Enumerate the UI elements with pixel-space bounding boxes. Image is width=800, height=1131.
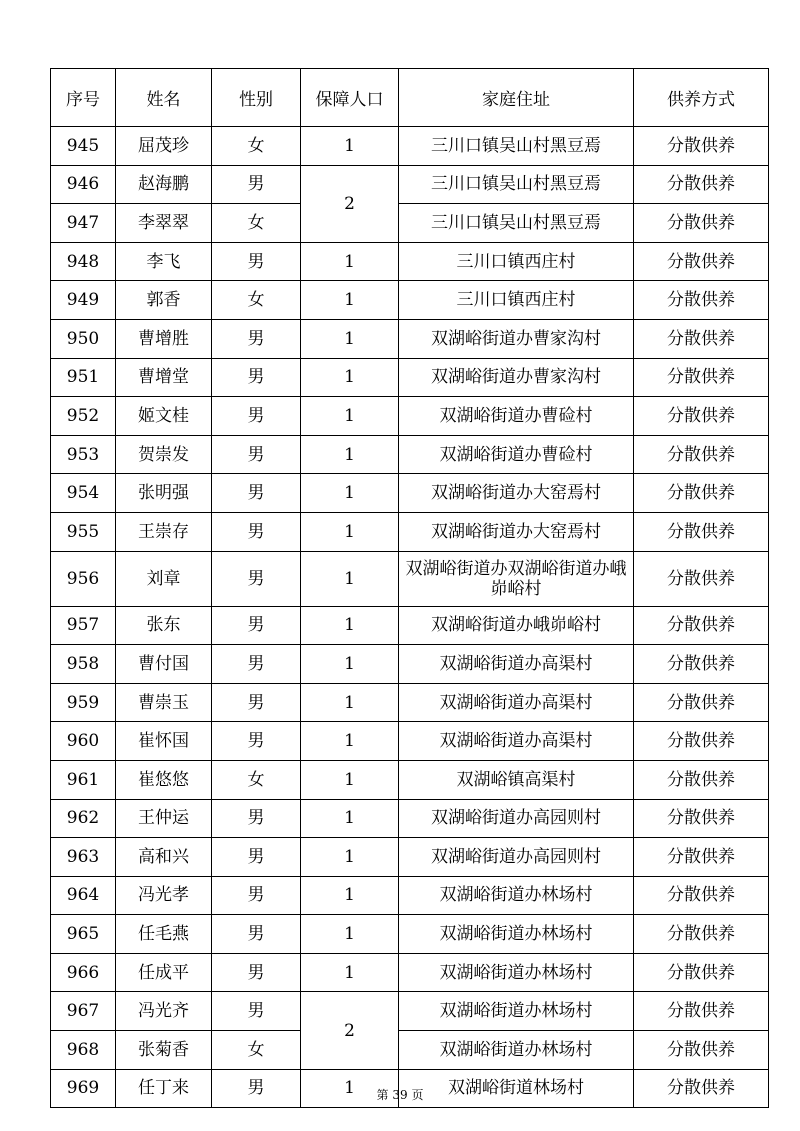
person-name: 崔怀国: [116, 722, 212, 761]
home-address: 三川口镇吴山村黑豆焉: [399, 204, 634, 243]
home-address: 双湖峪街道办林场村: [399, 1031, 634, 1070]
support-mode: 分散供养: [634, 358, 769, 397]
row-number: 947: [51, 204, 116, 243]
support-mode: 分散供养: [634, 838, 769, 877]
row-number: 962: [51, 799, 116, 838]
home-address: 双湖峪街道办林场村: [399, 992, 634, 1031]
covered-population: 1: [301, 1069, 399, 1108]
table-row: [51, 953, 769, 992]
covered-population: 1: [301, 838, 399, 877]
covered-population: 1: [301, 127, 399, 166]
row-number: 961: [51, 760, 116, 799]
person-name: 屈茂珍: [116, 127, 212, 166]
table-row: [51, 358, 769, 397]
support-mode: 分散供养: [634, 683, 769, 722]
header-row: [51, 69, 769, 127]
table-row: [51, 1031, 769, 1070]
person-name: 李飞: [116, 242, 212, 281]
support-mode: 分散供养: [634, 1069, 769, 1108]
person-name: 冯光齐: [116, 992, 212, 1031]
person-name: 姬文桂: [116, 397, 212, 436]
person-name: 刘章: [116, 551, 212, 606]
table-row: [51, 474, 769, 513]
support-mode: 分散供养: [634, 397, 769, 436]
person-name: 曹崇玉: [116, 683, 212, 722]
person-name: 曹增堂: [116, 358, 212, 397]
gender: 女: [212, 204, 301, 243]
table-row: [51, 319, 769, 358]
covered-population: 1: [301, 319, 399, 358]
table-row: [51, 799, 769, 838]
person-name: 贺崇发: [116, 435, 212, 474]
gender: 女: [212, 1031, 301, 1070]
gender: 男: [212, 953, 301, 992]
table-body: [51, 127, 769, 1108]
table-row: [51, 683, 769, 722]
support-mode: 分散供养: [634, 645, 769, 684]
support-mode: 分散供养: [634, 319, 769, 358]
covered-population: 1: [301, 915, 399, 954]
table-row: [51, 281, 769, 320]
header-name: 姓名: [116, 69, 212, 127]
row-number: 946: [51, 165, 116, 204]
home-address: 双湖峪街道办林场村: [399, 876, 634, 915]
person-name: 冯光孝: [116, 876, 212, 915]
gender: 男: [212, 876, 301, 915]
person-name: 曹增胜: [116, 319, 212, 358]
covered-population: 1: [301, 606, 399, 645]
table-row: [51, 760, 769, 799]
home-address: 双湖峪街道办峨峁峪村: [399, 606, 634, 645]
table-row: [51, 551, 769, 606]
gender: 男: [212, 838, 301, 877]
covered-population: 1: [301, 512, 399, 551]
row-number: 945: [51, 127, 116, 166]
person-name: 曹付国: [116, 645, 212, 684]
home-address: 双湖峪街道办曹硷村: [399, 397, 634, 436]
covered-population: 1: [301, 435, 399, 474]
support-mode: 分散供养: [634, 953, 769, 992]
home-address: 双湖峪镇高渠村: [399, 760, 634, 799]
gender: 男: [212, 165, 301, 204]
gender: 男: [212, 799, 301, 838]
table-row: [51, 876, 769, 915]
covered-population: 1: [301, 722, 399, 761]
gender: 女: [212, 281, 301, 320]
covered-population: 1: [301, 551, 399, 606]
home-address: 三川口镇吴山村黑豆焉: [399, 165, 634, 204]
person-name: 任成平: [116, 953, 212, 992]
covered-population: 2: [301, 992, 399, 1069]
row-number: 960: [51, 722, 116, 761]
home-address: 双湖峪街道办大窑焉村: [399, 512, 634, 551]
support-mode: 分散供养: [634, 876, 769, 915]
person-name: 任丁来: [116, 1069, 212, 1108]
row-number: 948: [51, 242, 116, 281]
gender: 男: [212, 474, 301, 513]
gender: 男: [212, 606, 301, 645]
row-number: 956: [51, 551, 116, 606]
support-mode: 分散供养: [634, 551, 769, 606]
table-row: [51, 606, 769, 645]
person-name: 王仲运: [116, 799, 212, 838]
covered-population: 1: [301, 683, 399, 722]
person-name: 高和兴: [116, 838, 212, 877]
support-mode: 分散供养: [634, 165, 769, 204]
row-number: 958: [51, 645, 116, 684]
gender: 男: [212, 683, 301, 722]
support-mode: 分散供养: [634, 204, 769, 243]
assistance-table: [50, 68, 769, 1108]
covered-population: 2: [301, 165, 399, 242]
home-address: 双湖峪街道办高渠村: [399, 683, 634, 722]
header-address: 家庭住址: [399, 69, 634, 127]
gender: 男: [212, 915, 301, 954]
support-mode: 分散供养: [634, 760, 769, 799]
home-address: 双湖峪街道办林场村: [399, 915, 634, 954]
covered-population: 1: [301, 281, 399, 320]
gender: 男: [212, 435, 301, 474]
table-row: [51, 838, 769, 877]
row-number: 949: [51, 281, 116, 320]
row-number: 954: [51, 474, 116, 513]
table-row: [51, 435, 769, 474]
person-name: 张东: [116, 606, 212, 645]
row-number: 963: [51, 838, 116, 877]
support-mode: 分散供养: [634, 512, 769, 551]
support-mode: 分散供养: [634, 474, 769, 513]
support-mode: 分散供养: [634, 915, 769, 954]
covered-population: 1: [301, 953, 399, 992]
support-mode: 分散供养: [634, 242, 769, 281]
table-row: [51, 204, 769, 243]
gender: 女: [212, 760, 301, 799]
support-mode: 分散供养: [634, 435, 769, 474]
support-mode: 分散供养: [634, 281, 769, 320]
gender: 男: [212, 397, 301, 436]
gender: 男: [212, 512, 301, 551]
row-number: 965: [51, 915, 116, 954]
table-row: [51, 915, 769, 954]
table-row: [51, 722, 769, 761]
row-number: 968: [51, 1031, 116, 1070]
person-name: 王崇存: [116, 512, 212, 551]
row-number: 950: [51, 319, 116, 358]
home-address: 双湖峪街道办双湖峪街道办峨峁峪村: [399, 551, 634, 606]
gender: 男: [212, 358, 301, 397]
covered-population: 1: [301, 876, 399, 915]
covered-population: 1: [301, 799, 399, 838]
home-address: 双湖峪街道办高园则村: [399, 799, 634, 838]
row-number: 959: [51, 683, 116, 722]
support-mode: 分散供养: [634, 799, 769, 838]
support-mode: 分散供养: [634, 992, 769, 1031]
home-address: 双湖峪街道办曹硷村: [399, 435, 634, 474]
home-address: 双湖峪街道办高渠村: [399, 722, 634, 761]
home-address: 双湖峪街道办曹家沟村: [399, 319, 634, 358]
gender: 男: [212, 319, 301, 358]
covered-population: 1: [301, 397, 399, 436]
gender: 女: [212, 127, 301, 166]
header-gender: 性别: [212, 69, 301, 127]
row-number: 953: [51, 435, 116, 474]
row-number: 966: [51, 953, 116, 992]
table-row: [51, 127, 769, 166]
home-address: 三川口镇西庄村: [399, 281, 634, 320]
row-number: 952: [51, 397, 116, 436]
person-name: 张明强: [116, 474, 212, 513]
row-number: 967: [51, 992, 116, 1031]
support-mode: 分散供养: [634, 1031, 769, 1070]
table-row: [51, 645, 769, 684]
gender: 男: [212, 551, 301, 606]
table-row: [51, 397, 769, 436]
covered-population: 1: [301, 242, 399, 281]
row-number: 964: [51, 876, 116, 915]
support-mode: 分散供养: [634, 127, 769, 166]
table-row: [51, 992, 769, 1031]
person-name: 李翠翠: [116, 204, 212, 243]
row-number: 955: [51, 512, 116, 551]
row-number: 951: [51, 358, 116, 397]
header-no: 序号: [51, 69, 116, 127]
gender: 男: [212, 722, 301, 761]
table-row: [51, 512, 769, 551]
person-name: 崔悠悠: [116, 760, 212, 799]
header-population: 保障人口: [301, 69, 399, 127]
home-address: 双湖峪街道办高渠村: [399, 645, 634, 684]
person-name: 张菊香: [116, 1031, 212, 1070]
covered-population: 1: [301, 358, 399, 397]
row-number: 957: [51, 606, 116, 645]
home-address: 双湖峪街道办林场村: [399, 953, 634, 992]
home-address: 双湖峪街道办大窑焉村: [399, 474, 634, 513]
person-name: 郭香: [116, 281, 212, 320]
gender: 男: [212, 1069, 301, 1108]
covered-population: 1: [301, 645, 399, 684]
home-address: 双湖峪街道办曹家沟村: [399, 358, 634, 397]
home-address: 三川口镇吴山村黑豆焉: [399, 127, 634, 166]
support-mode: 分散供养: [634, 722, 769, 761]
covered-population: 1: [301, 474, 399, 513]
home-address: 双湖峪街道林场村: [399, 1069, 634, 1108]
person-name: 任毛燕: [116, 915, 212, 954]
header-support-mode: 供养方式: [634, 69, 769, 127]
home-address: 三川口镇西庄村: [399, 242, 634, 281]
table-row: [51, 242, 769, 281]
covered-population: 1: [301, 760, 399, 799]
gender: 男: [212, 645, 301, 684]
person-name: 赵海鹏: [116, 165, 212, 204]
gender: 男: [212, 992, 301, 1031]
row-number: 969: [51, 1069, 116, 1108]
home-address: 双湖峪街道办高园则村: [399, 838, 634, 877]
gender: 男: [212, 242, 301, 281]
page-number: 第 39 页: [376, 1088, 424, 1102]
table-row: [51, 165, 769, 204]
support-mode: 分散供养: [634, 606, 769, 645]
